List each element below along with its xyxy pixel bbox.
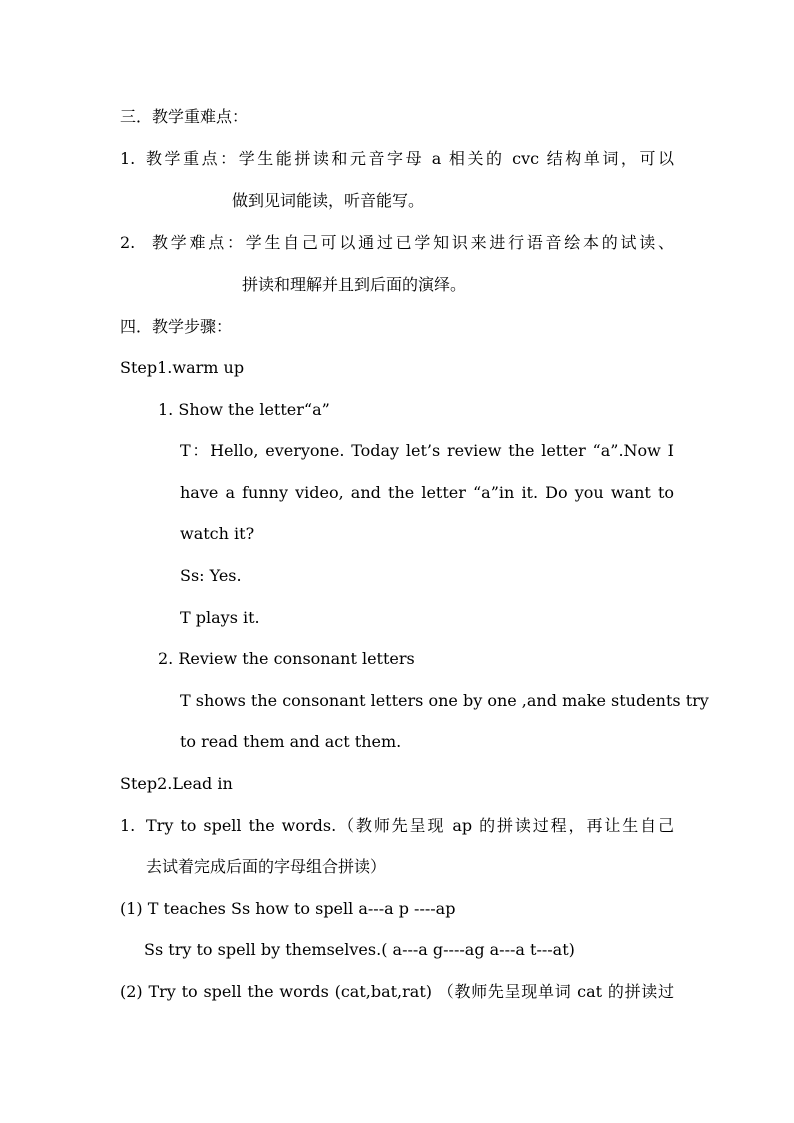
focus-line1: 教学重点：学生能拼读和元音字母 a 相关的 cvc 结构单词，可以: [146, 149, 674, 168]
difficulty-line2: 拼读和理解并且到后面的演绎。: [242, 275, 467, 294]
step2-sub1-line2: Ss try to spell by themselves.( a---a g----ag a---a t---at): [144, 940, 575, 959]
section4-heading: 四．教学步骤：: [120, 317, 233, 336]
focus-line2: 做到见词能读，听音能写。: [232, 191, 425, 210]
step1-item1-title: 1. Show the letter“a”: [158, 400, 330, 419]
step2-item1-line1: Try to spell the words.（教师先呈现 ap 的拼读过程，再让生自己: [146, 816, 674, 835]
step1-item1-line1: T：Hello, everyone. Today let’s review the letter “a”.Now I: [180, 441, 674, 460]
step1-item2-line2: to read them and act them.: [180, 732, 402, 751]
step2-sub1-line1: (1) T teaches Ss how to spell a---a p ----ap: [120, 899, 456, 918]
difficulty-number: 2.: [120, 233, 136, 252]
step1-item1-line4: Ss: Yes.: [180, 566, 242, 585]
step1-item2-line1: T shows the consonant letters one by one ,and make students try: [180, 691, 709, 710]
section3-heading: 三．教学重难点：: [120, 107, 249, 126]
step2-item1-line2: 去试着完成后面的字母组合拼读）: [146, 857, 387, 876]
focus-number: 1.: [120, 149, 136, 168]
step1-title: Step1.warm up: [120, 358, 245, 377]
step1-item1-line2: have a funny video, and the letter “a”in it. Do you want to: [180, 483, 674, 502]
step2-title: Step2.Lead in: [120, 774, 233, 793]
step1-item1-line3: watch it?: [180, 524, 255, 543]
step2-sub2-line1: (2) Try to spell the words (cat,bat,rat) （教师先呈现单词 cat 的拼读过: [120, 982, 674, 1001]
step1-item1-line5: T plays it.: [180, 608, 260, 627]
step1-item2-title: 2. Review the consonant letters: [158, 649, 415, 668]
difficulty-line1: 教学难点：学生自己可以通过已学知识来进行语音绘本的试读、: [152, 233, 674, 252]
step2-item1-number: 1.: [120, 816, 136, 835]
